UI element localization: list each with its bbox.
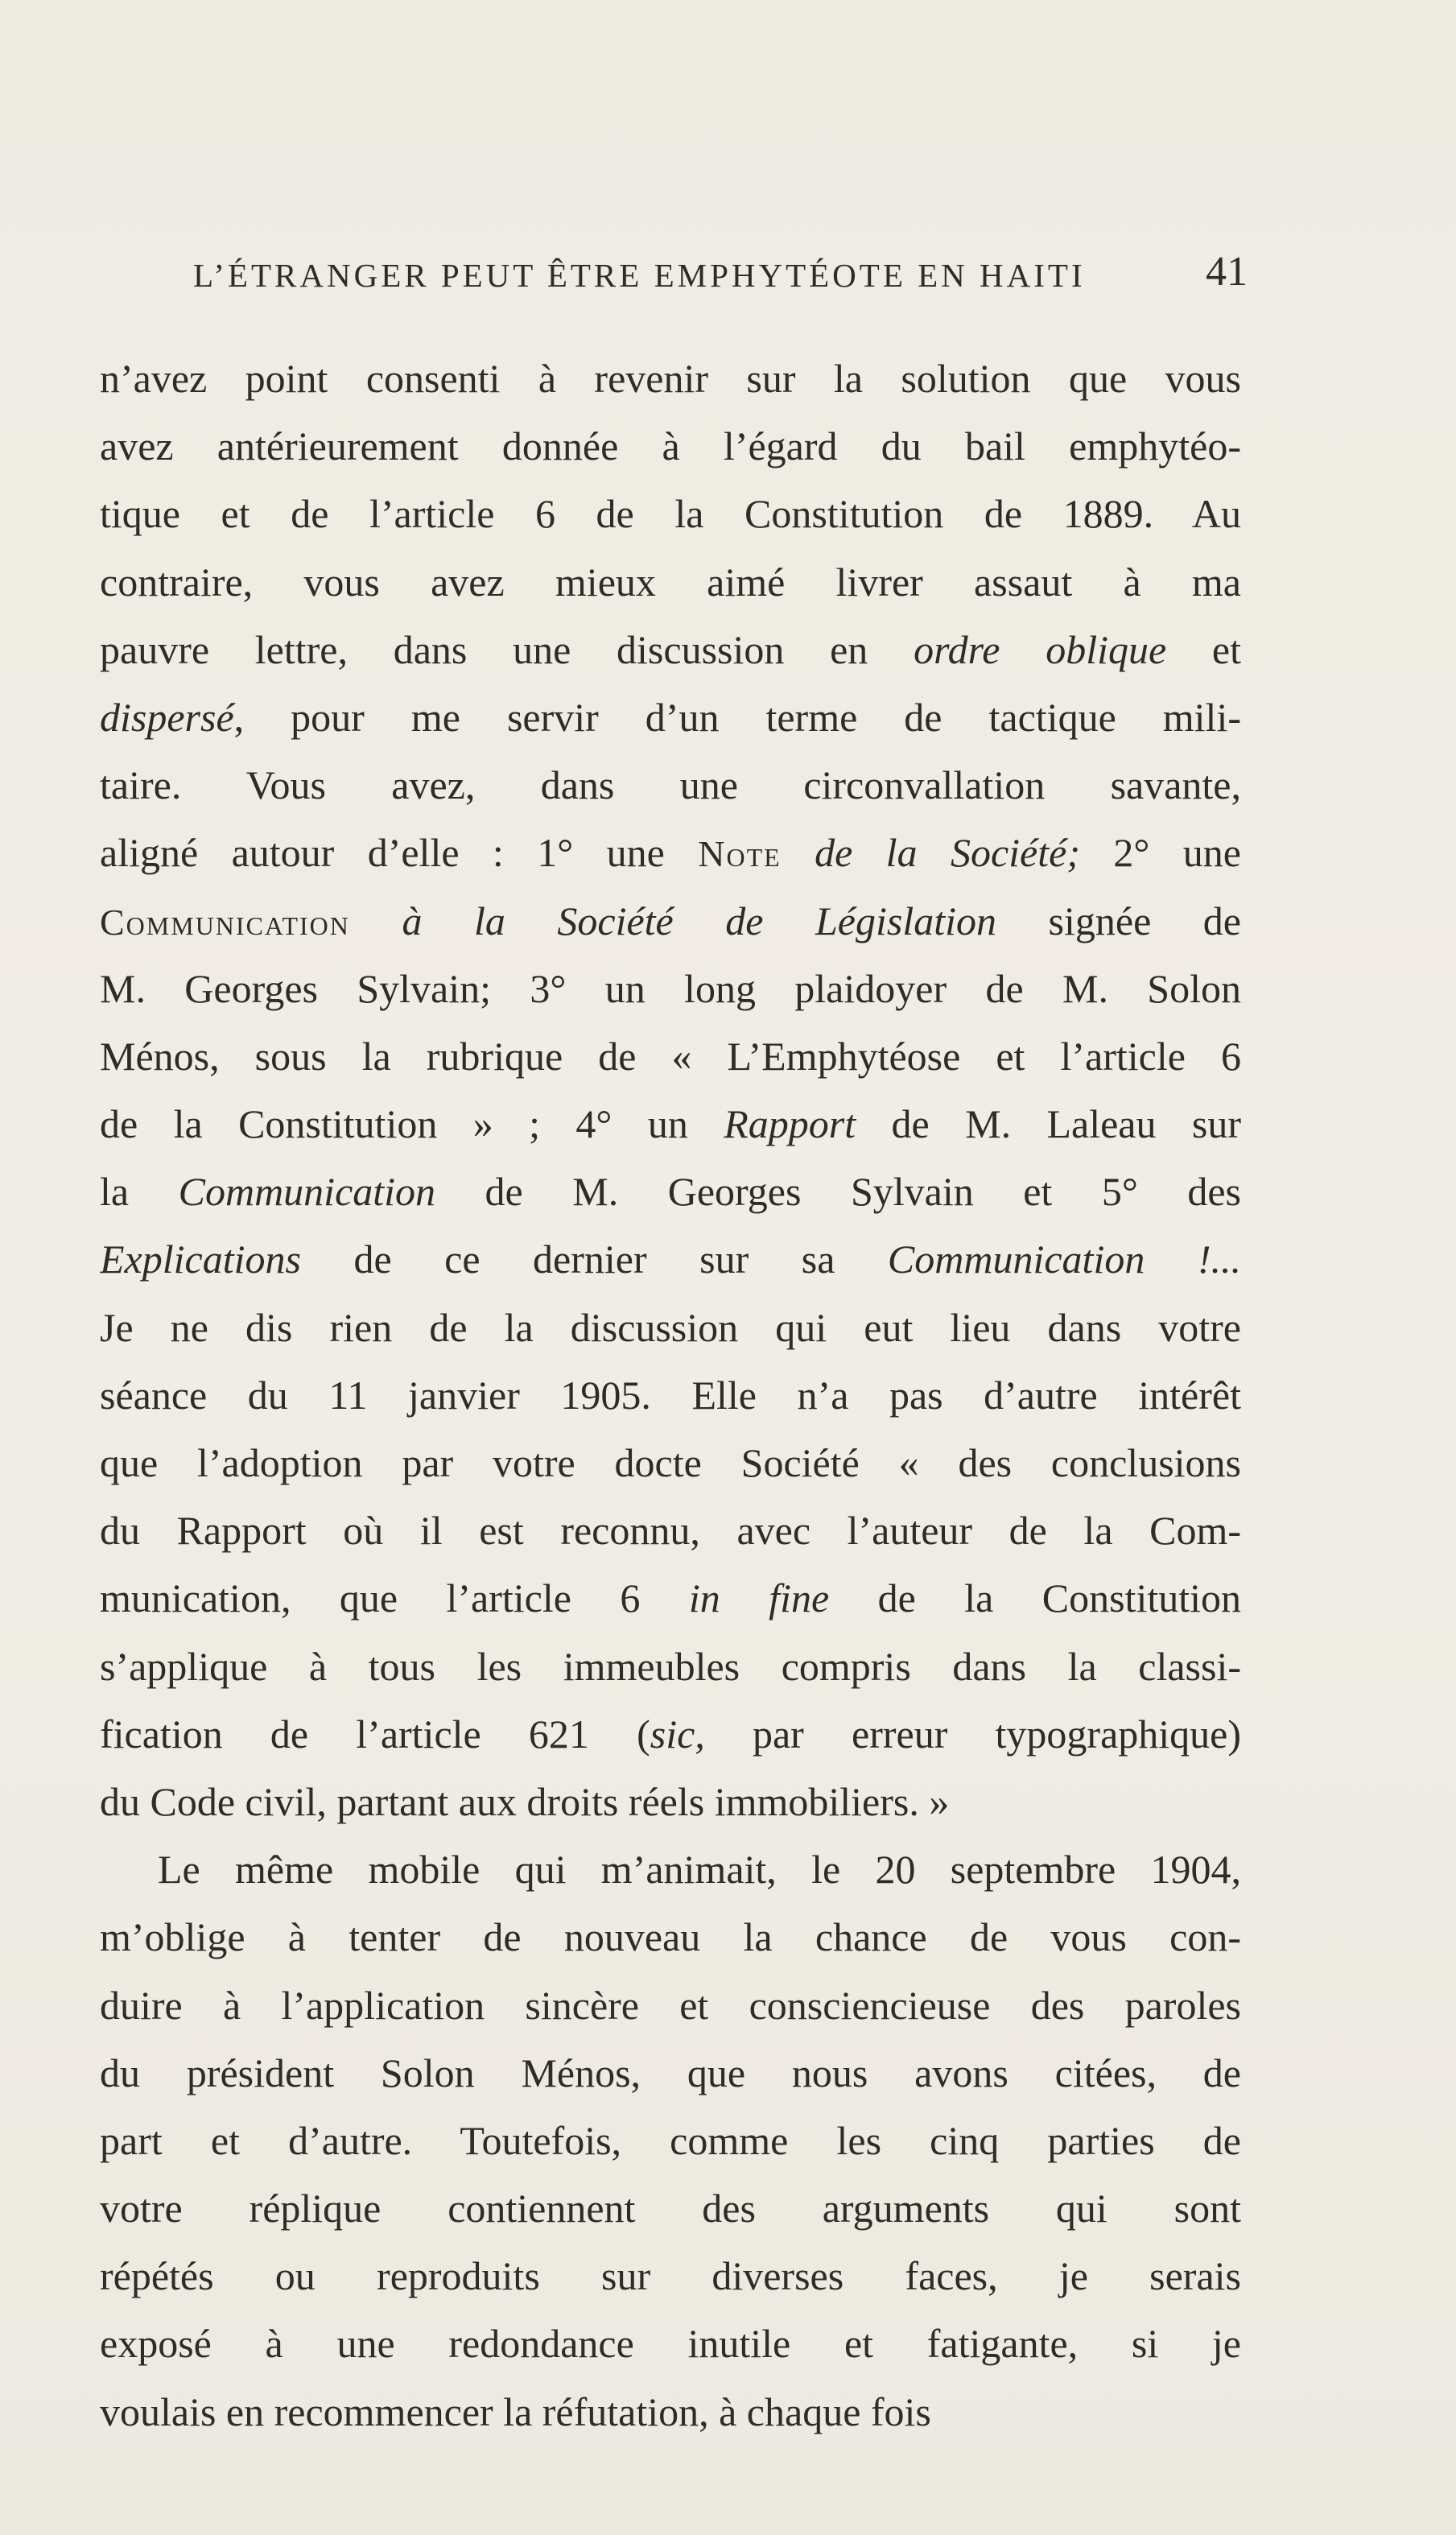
text-line — [100, 2378, 1241, 2446]
text-span: signée de — [996, 898, 1241, 943]
text-span: avez antérieurement donnée à l’égard du bail emphytéo- — [100, 423, 1241, 469]
text-line — [100, 1361, 1241, 1429]
text-span: séance du 11 janvier 1905. Elle n’a pas d’autre intérêt — [100, 1372, 1241, 1418]
text-span: part et d’autre. Toutefois, comme les cinq parties de — [100, 2117, 1241, 2163]
text-span: de M. Georges Sylvain et 5° des — [435, 1169, 1241, 1215]
text-line — [100, 819, 1241, 886]
text-span: contraire, vous avez mieux aimé livrer assaut à ma — [100, 559, 1241, 605]
text-span: aligné autour d’elle : 1° une — [100, 830, 699, 876]
text-span: de la Constitution » ; 4° un — [100, 1101, 724, 1147]
text-line — [100, 2174, 1241, 2242]
text-span: du Code civil, partant aux droits réels immobiliers. » — [100, 1778, 950, 1824]
text-line — [100, 1633, 1241, 1700]
text-span: duire à l’application sincère et consciencieuse des paroles — [100, 1982, 1241, 2028]
text-span: n’avez point consenti à revenir sur la solution que vous — [100, 356, 1241, 401]
text-line — [100, 1022, 1241, 1090]
text-span: du Rapport où il est reconnu, avec l’auteur de la Com- — [100, 1508, 1241, 1554]
italic-span: à la Société de Législation — [402, 898, 997, 943]
italic-span: Explications — [100, 1237, 301, 1282]
text-span: , pour me servir d’un terme de tactique mili- — [233, 694, 1241, 740]
text-line — [100, 887, 1241, 955]
text-span: votre réplique contiennent des arguments qui sont — [100, 2186, 1241, 2232]
text-line — [100, 2107, 1241, 2174]
text-line — [100, 1768, 1241, 1835]
small-caps-span: Communication — [100, 901, 350, 943]
text-line — [100, 480, 1241, 547]
text-span: tique et de l’article 6 de la Constitution de 1889. Au — [100, 491, 1241, 537]
text-line — [100, 1497, 1241, 1564]
text-line — [100, 1225, 1241, 1293]
text-span: de M. Laleau sur — [856, 1101, 1241, 1147]
italic-span: sic, — [650, 1711, 705, 1757]
text-line — [100, 548, 1241, 616]
text-line — [100, 1903, 1241, 1971]
text-line — [100, 683, 1241, 751]
text-line — [100, 2039, 1241, 2107]
text-line — [100, 751, 1241, 819]
text-span — [350, 898, 402, 943]
text-span: de ce dernier sur sa — [300, 1237, 888, 1282]
italic-span: Communication !... — [887, 1237, 1241, 1282]
italic-span: in fine — [688, 1575, 830, 1621]
text-line — [100, 1971, 1241, 2039]
text-line — [100, 1158, 1241, 1225]
italic-span: dispersé — [100, 694, 234, 740]
text-line — [100, 412, 1241, 480]
text-line — [100, 345, 1241, 412]
text-span: 2° une — [1079, 830, 1241, 876]
text-span: Ménos, sous la rubrique de « L’Emphytéose et l’article 6 — [100, 1033, 1241, 1079]
text-span: Le même mobile qui m’animait, le 20 septembre 1904, — [158, 1847, 1241, 1893]
text-span: et — [1166, 626, 1241, 672]
small-caps-span: Note — [698, 833, 782, 875]
text-span: pauvre lettre, dans une discussion en — [100, 626, 914, 672]
text-line — [100, 2310, 1241, 2377]
text-line — [100, 1090, 1241, 1158]
text-span: du président Solon Ménos, que nous avons citées, de — [100, 2050, 1241, 2095]
text-span: M. Georges Sylvain; 3° un long plaidoyer de M. Solon — [100, 965, 1241, 1011]
text-span: m’oblige à tenter de nouveau la chance de vous con- — [100, 1914, 1241, 1960]
running-title: L’ÉTRANGER PEUT ÊTRE EMPHYTÉOTE EN HAITI — [193, 257, 1086, 294]
italic-span: Communication — [178, 1169, 436, 1215]
body-text — [100, 345, 1241, 2446]
text-line — [100, 1700, 1241, 1768]
text-span: la — [100, 1169, 179, 1215]
text-span: fication de l’article 621 ( — [100, 1711, 650, 1757]
text-span: répétés ou reproduits sur diverses faces, je serais — [100, 2253, 1241, 2299]
text-line — [100, 1294, 1241, 1361]
text-span: Je ne dis rien de la discussion qui eut lieu dans votre — [100, 1304, 1241, 1350]
page-number: 41 — [1206, 249, 1248, 295]
text-line — [100, 955, 1241, 1022]
text-line — [100, 1429, 1241, 1497]
text-span — [782, 830, 815, 875]
text-line — [100, 2242, 1241, 2310]
italic-span: de la Société; — [815, 830, 1080, 876]
text-span: s’applique à tous les immeubles compris dans la classi- — [100, 1643, 1241, 1689]
text-span: exposé à une redondance inutile et fatigante, si je — [100, 2321, 1241, 2367]
text-span: voulais en recommencer la réfutation, à chaque fois — [100, 2388, 931, 2434]
text-span: taire. Vous avez, dans une circonvallation savante, — [100, 762, 1241, 808]
text-line — [100, 616, 1241, 683]
text-span: munication, que l’article 6 — [100, 1575, 689, 1621]
text-line — [100, 1564, 1241, 1632]
text-span: par erreur typographique) — [704, 1711, 1241, 1757]
text-line — [100, 1835, 1241, 1903]
text-span: que l’adoption par votre docte Société « des conclusions — [100, 1440, 1241, 1485]
italic-span: Rapport — [724, 1101, 856, 1147]
page-header — [193, 242, 1248, 306]
text-span: de la Constitution — [829, 1575, 1241, 1621]
italic-span: ordre oblique — [914, 626, 1167, 672]
